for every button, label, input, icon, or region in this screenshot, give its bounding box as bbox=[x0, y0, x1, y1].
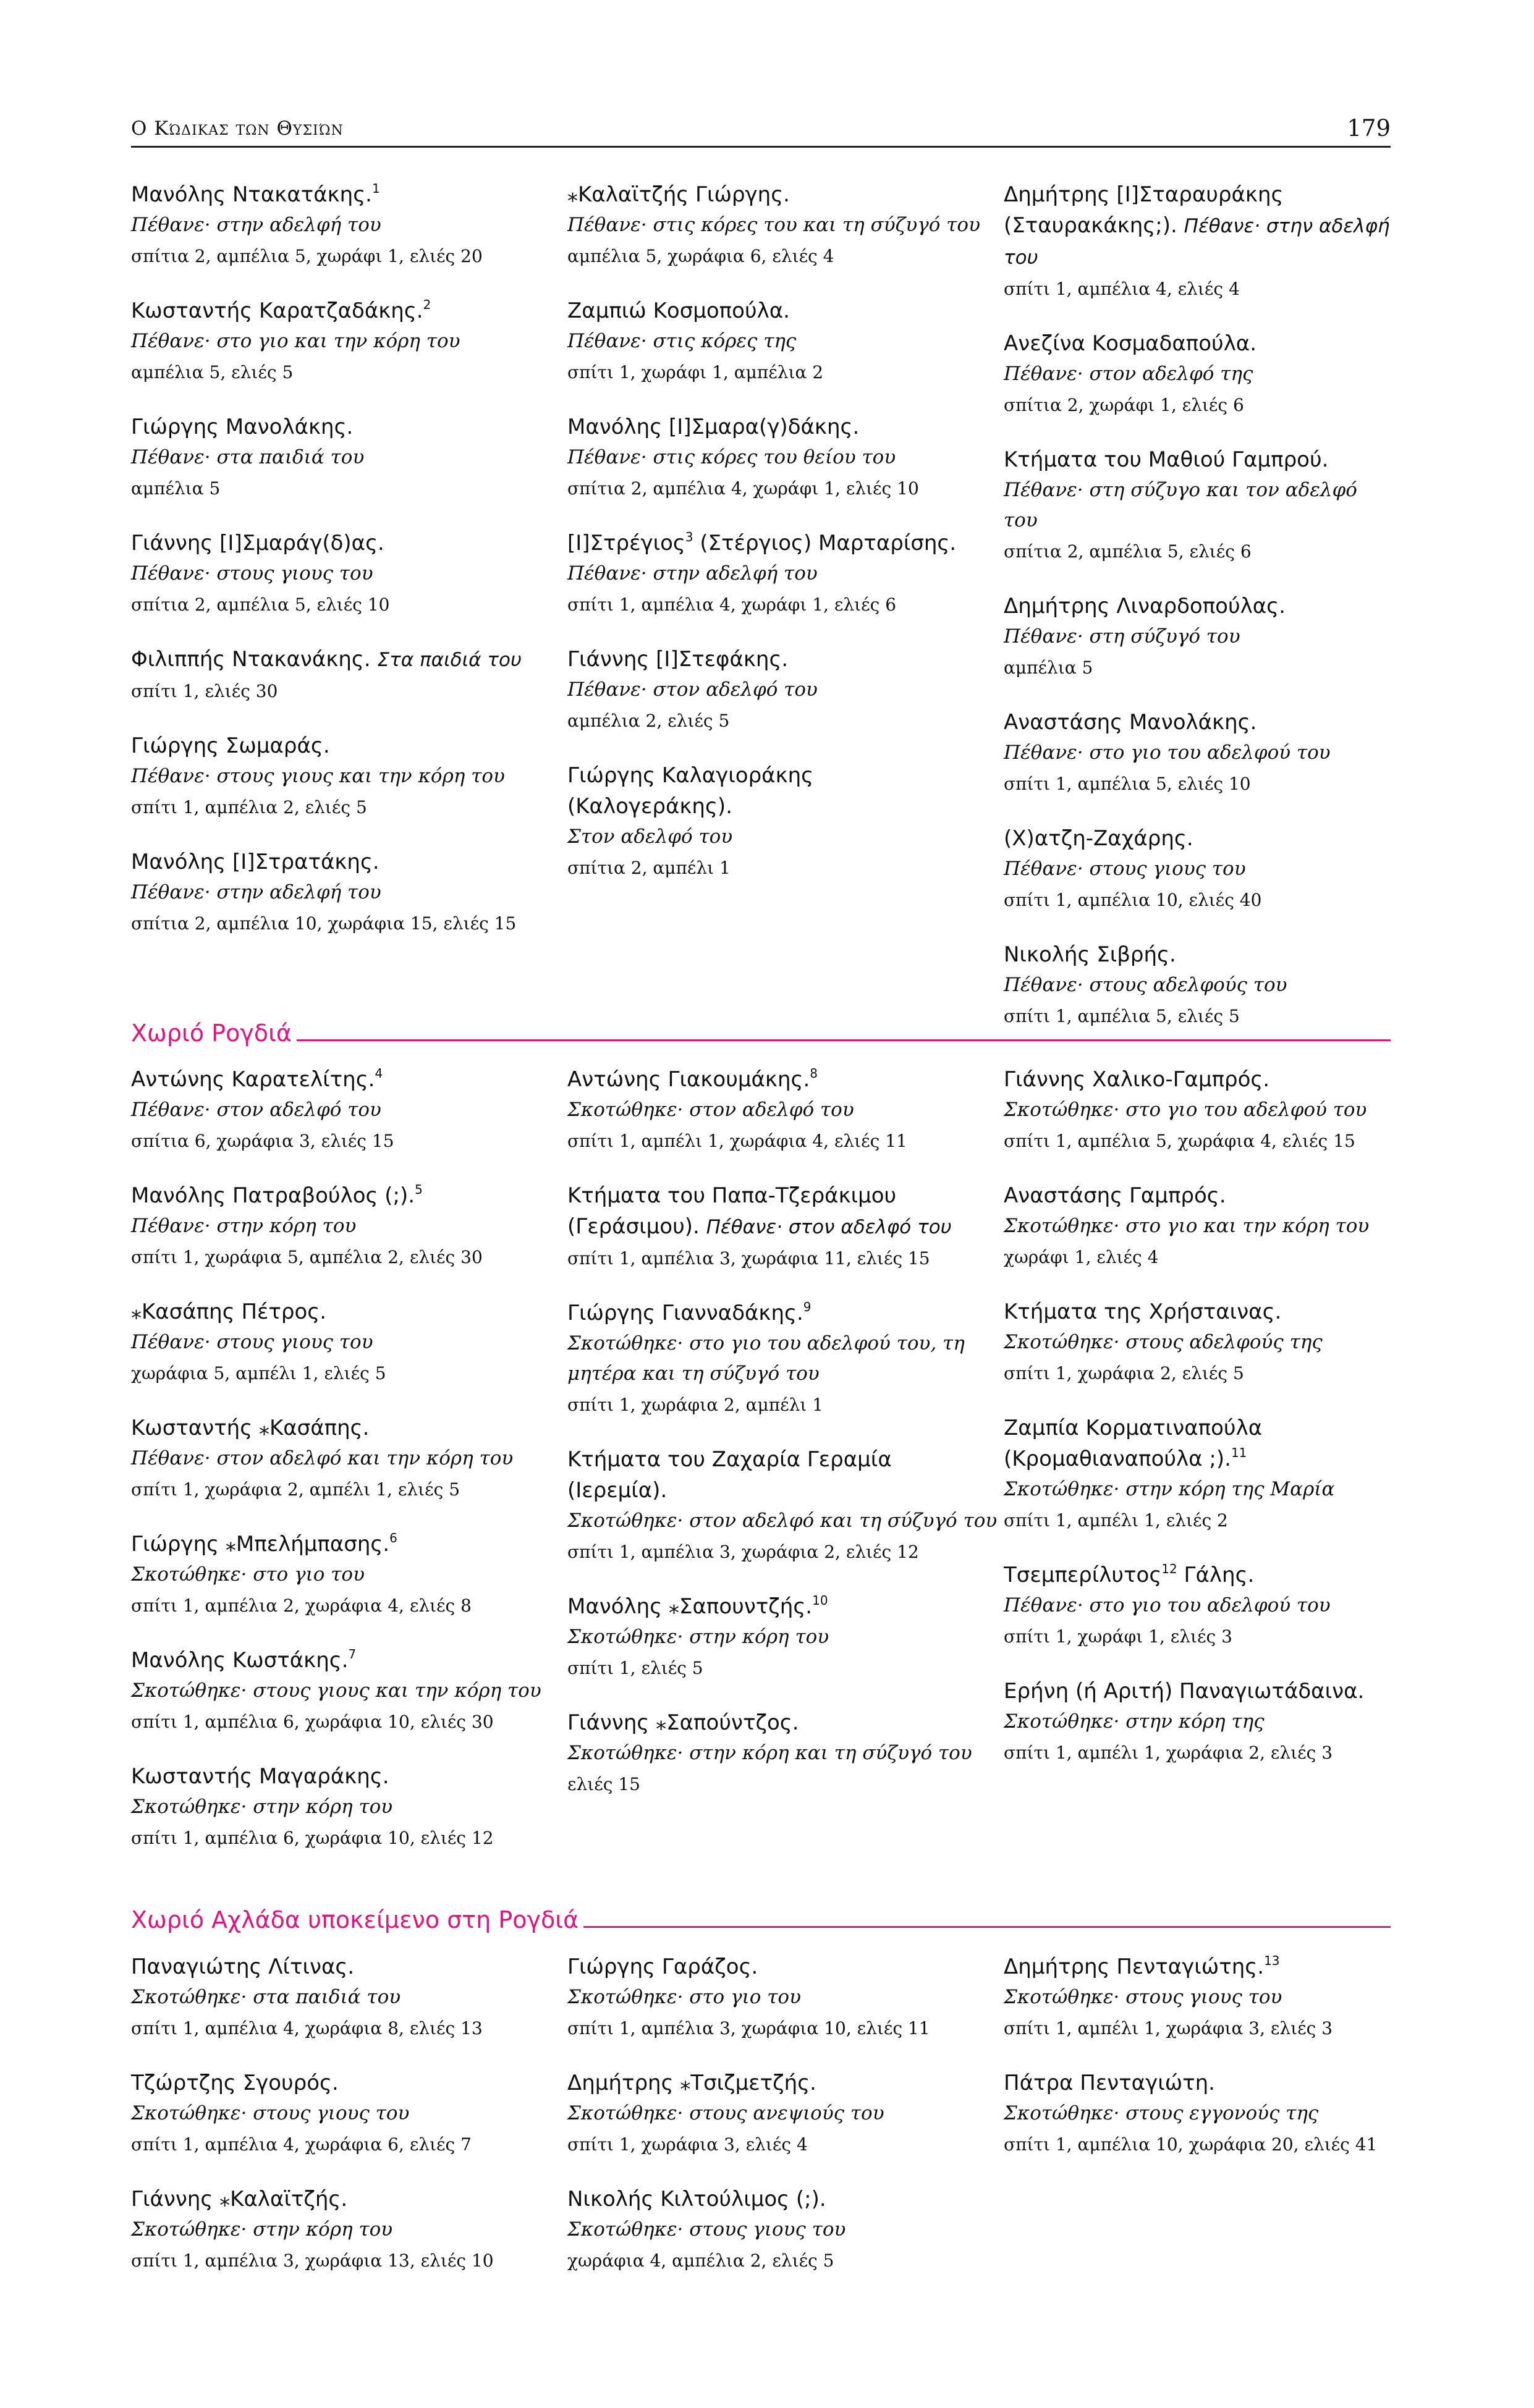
column bbox=[131, 1064, 567, 1877]
entry-name-text: (Ιερεμία). bbox=[567, 1478, 667, 1503]
entry-note: Πέθανε· στον αδελφό του bbox=[131, 1099, 381, 1121]
entry-note: Σκοτώθηκε· στο γιο και την κόρη του bbox=[1004, 1215, 1370, 1237]
entry-note: Σκοτώθηκε· στον αδελφό του bbox=[567, 1099, 854, 1121]
entry-name-text: Γιώργης Γιανναδάκης. bbox=[567, 1301, 803, 1325]
entry-note: Πέθανε· στην αδελφή του bbox=[567, 562, 818, 585]
entry-assets: σπίτι 1, αμπέλια 6, χωράφια 10, ελιές 12 bbox=[131, 1828, 494, 1848]
list-item bbox=[567, 179, 1004, 272]
entry-note: Σκοτώθηκε· στους γιους του bbox=[567, 2218, 846, 2241]
entry-name-line2 bbox=[567, 1475, 1004, 1506]
entry-name-text: Ζαμπιώ Κοσμοπούλα. bbox=[567, 298, 790, 323]
entry-assets: σπίτι 1, αμπέλια 6, χωράφια 10, ελιές 30 bbox=[131, 1712, 494, 1732]
entry-name bbox=[1004, 1560, 1391, 1591]
entry-name-text: Γιάννης [Ι]Σμαράγ(δ)ας. bbox=[131, 531, 384, 556]
entry-assets: σπίτι 1, αμπέλι 1, ελιές 2 bbox=[1004, 1510, 1228, 1531]
entry-name bbox=[1004, 939, 1391, 970]
entry-note: Πέθανε· στο γιο του αδελφού του bbox=[1004, 741, 1331, 764]
entry-assets: αμπέλια 2, ελιές 5 bbox=[567, 711, 730, 731]
footnote-ref: 7 bbox=[348, 1646, 357, 1662]
entry-name-text: Κωσταντής Μαγαράκης. bbox=[131, 1764, 389, 1789]
entry-name bbox=[131, 295, 567, 326]
entry-name-text: Μανόλης [Ι]Σμαρα(γ)δάκης. bbox=[567, 415, 860, 439]
entry-name bbox=[131, 1296, 567, 1327]
entry-assets: σπίτι 1, αμπέλια 5, χωράφια 4, ελιές 15 bbox=[1004, 1131, 1355, 1151]
entry-name-line2 bbox=[567, 1211, 1004, 1243]
entry-note: Πέθανε· στην κόρη του bbox=[131, 1215, 357, 1237]
entry-note: Πέθανε· στον αδελφό του bbox=[706, 1216, 952, 1238]
list-item bbox=[1004, 1413, 1391, 1536]
entry-assets: σπίτι 1, ελιές 30 bbox=[131, 681, 278, 701]
list-item bbox=[131, 2184, 567, 2276]
entry-name-text: (Σταυρακάκης;). bbox=[1004, 213, 1177, 238]
entry-note: Σκοτώθηκε· στην κόρη του bbox=[567, 1626, 829, 1648]
entry-name-line2 bbox=[1004, 1443, 1391, 1474]
entry-assets: σπίτι 1, χωράφια 2, αμπέλι 1, ελιές 5 bbox=[131, 1479, 460, 1500]
entry-name-text: (Χ)ατζη-Ζαχάρης. bbox=[1004, 826, 1193, 851]
entry-name-text: Φιλιππής Ντακανάκης. bbox=[131, 647, 371, 672]
entry-name bbox=[1004, 2068, 1391, 2098]
entry-name-text: Κτήματα του Ζαχαρία Γεραμία bbox=[567, 1447, 892, 1472]
entry-note: Πέθανε· στο γιο του αδελφού του bbox=[1004, 1594, 1331, 1616]
entry-assets: σπίτι 1, χωράφια 2, ελιές 5 bbox=[1004, 1363, 1244, 1384]
entry-assets: αμπέλια 5, ελιές 5 bbox=[131, 362, 294, 382]
entry-assets: σπίτι 1, αμπέλια 3, χωράφια 2, ελιές 12 bbox=[567, 1542, 919, 1562]
entry-assets: σπίτια 2, αμπέλια 5, ελιές 10 bbox=[131, 594, 390, 615]
list-item bbox=[567, 295, 1004, 388]
entry-note: Σκοτώθηκε· στους αδελφούς της bbox=[1004, 1331, 1323, 1353]
entry-name-text: Ανεζίνα Κοσμαδαπούλα. bbox=[1004, 331, 1257, 356]
entry-note: Σκοτώθηκε· στην κόρη του bbox=[131, 2218, 393, 2241]
entry-name bbox=[1004, 1180, 1391, 1211]
entry-note: Σκοτώθηκε· στους γιους του bbox=[131, 2102, 410, 2124]
entry-name-line2 bbox=[1004, 210, 1391, 273]
entry-name bbox=[1004, 179, 1391, 210]
entry-name-text: Νικολής Σιβρής. bbox=[1004, 942, 1176, 967]
entry-assets: σπίτι 1, ελιές 5 bbox=[567, 1658, 703, 1678]
entry-name bbox=[131, 2068, 567, 2098]
entry-assets: σπίτι 1, αμπέλια 4, χωράφι 1, ελιές 6 bbox=[567, 594, 897, 615]
list-item bbox=[131, 1761, 567, 1854]
entry-assets: σπίτια 2, αμπέλια 10, χωράφια 15, ελιές 15 bbox=[131, 913, 517, 934]
entry-assets: σπίτι 1, χωράφια 5, αμπέλια 2, ελιές 30 bbox=[131, 1247, 483, 1267]
footnote-ref: 13 bbox=[1264, 1953, 1280, 1968]
list-item bbox=[567, 528, 1004, 620]
list-item bbox=[567, 760, 1004, 884]
entry-assets: ελιές 15 bbox=[567, 1774, 640, 1794]
entry-name bbox=[567, 760, 1004, 791]
entry-name-text: Πάτρα Πενταγιώτη. bbox=[1004, 2071, 1215, 2095]
entry-name bbox=[131, 1951, 567, 1982]
list-item bbox=[131, 528, 567, 620]
entry-assets: αμπέλια 5 bbox=[1004, 657, 1093, 678]
entry-assets: σπίτια 2, αμπέλια 5, ελιές 6 bbox=[1004, 541, 1252, 562]
section-untitled bbox=[131, 179, 1391, 1055]
entry-assets: σπίτια 6, χωράφια 3, ελιές 15 bbox=[131, 1131, 394, 1151]
list-item bbox=[131, 1529, 567, 1621]
list-item bbox=[567, 1180, 1004, 1274]
entry-name-text: Τσεμπερίλυτος bbox=[1004, 1563, 1162, 1587]
entry-note: Στα παιδιά του bbox=[377, 649, 522, 671]
section-title: Χωριό Ρογδιά bbox=[131, 1020, 297, 1047]
footnote-ref: 11 bbox=[1231, 1445, 1247, 1460]
entry-name-tail: Γάλης. bbox=[1177, 1563, 1255, 1587]
entry-name-tail: (Στέργιος) Μαρταρίσης. bbox=[693, 531, 957, 556]
entry-note: Σκοτώθηκε· στο γιο του αδελφού του bbox=[1004, 1099, 1367, 1121]
entry-name bbox=[131, 1645, 567, 1676]
footnote-ref: 10 bbox=[812, 1592, 828, 1608]
entry-assets: σπίτι 1, αμπέλι 1, χωράφια 4, ελιές 11 bbox=[567, 1131, 907, 1151]
list-item bbox=[1004, 179, 1391, 305]
entry-name-text: Αναστάσης Μανολάκης. bbox=[1004, 710, 1257, 735]
entry-note: Σκοτώθηκε· στα παιδιά του bbox=[131, 1986, 401, 2008]
entry-note: Πέθανε· στον αδελφό και την κόρη του bbox=[131, 1447, 514, 1469]
entry-name-text: (Γεράσιμου). bbox=[567, 1214, 700, 1239]
entry-name bbox=[1004, 707, 1391, 738]
entry-assets: σπίτι 1, αμπέλια 3, χωράφια 10, ελιές 11 bbox=[567, 2018, 930, 2038]
entry-name-text: (Κρομαθιαναπούλα ;). bbox=[1004, 1447, 1231, 1471]
entry-name bbox=[1004, 328, 1391, 359]
entry-name bbox=[1004, 823, 1391, 854]
entry-note: Πέθανε· στον αδελφό του bbox=[567, 678, 818, 701]
entry-name bbox=[131, 730, 567, 761]
list-item bbox=[567, 1707, 1004, 1800]
entry-name-text: ⁎Καλαϊτζής Γιώργης. bbox=[567, 182, 790, 207]
entry-note: Σκοτώθηκε· στους γιους και την κόρη του bbox=[131, 1679, 541, 1702]
entry-name bbox=[1004, 1951, 1391, 1982]
entry-name-text: Γιώργης ⁎Μπελήμπασης. bbox=[131, 1532, 390, 1557]
entry-assets: σπίτι 1, αμπέλια 3, χωράφια 11, ελιές 15 bbox=[567, 1248, 930, 1269]
section-heading-rogdia bbox=[131, 1020, 1391, 1054]
entry-assets: σπίτι 1, αμπέλι 1, χωράφια 3, ελιές 3 bbox=[1004, 2018, 1333, 2038]
entry-name bbox=[131, 179, 567, 210]
footnote-ref: 9 bbox=[803, 1299, 811, 1314]
list-item bbox=[567, 1298, 1004, 1421]
entry-note: Πέθανε· στη σύζυγό του bbox=[1004, 625, 1240, 648]
entry-note: Σκοτώθηκε· στους ανεψιούς του bbox=[567, 2102, 884, 2124]
list-item bbox=[1004, 1180, 1391, 1273]
entry-name bbox=[1004, 591, 1391, 622]
entry-name bbox=[1004, 444, 1391, 475]
section-rogdia bbox=[131, 1064, 1391, 1877]
entry-name bbox=[567, 1444, 1004, 1475]
entry-note: Πέθανε· στο γιο και την κόρη του bbox=[131, 330, 460, 352]
entry-note: Πέθανε· στους γιους του bbox=[131, 562, 373, 585]
list-item bbox=[131, 1180, 567, 1273]
list-item bbox=[1004, 1951, 1391, 2044]
entry-assets: σπίτι 1, χωράφια 2, αμπέλι 1 bbox=[567, 1395, 824, 1415]
entry-name bbox=[567, 1591, 1004, 1622]
entry-name-text: (Καλογεράκης). bbox=[567, 794, 733, 819]
running-title: Ο Κώδικας των Θυσιών bbox=[131, 117, 344, 140]
entry-name-text: Μανόλης Κωστάκης. bbox=[131, 1648, 349, 1673]
footnote-ref: 1 bbox=[371, 180, 380, 196]
entry-name bbox=[1004, 1676, 1391, 1707]
entry-name-text: Κωσταντής ⁎Κασάπης. bbox=[131, 1416, 370, 1440]
entry-note: Σκοτώθηκε· στους εγγονούς της bbox=[1004, 2102, 1319, 2124]
entry-assets: χωράφια 4, αμπέλια 2, ελιές 5 bbox=[567, 2250, 834, 2271]
page-number: 179 bbox=[1347, 115, 1391, 142]
entry-note: Σκοτώθηκε· στο γιο του bbox=[567, 1986, 801, 2008]
running-head bbox=[131, 116, 1391, 148]
list-item bbox=[131, 1951, 567, 2044]
entry-assets: σπίτια 2, αμπέλια 4, χωράφι 1, ελιές 10 bbox=[567, 478, 919, 499]
section-title: Χωριό Αχλάδα υποκείμενο στη Ρογδιά bbox=[131, 1906, 583, 1933]
list-item bbox=[131, 179, 567, 272]
entry-note: Στον αδελφό του bbox=[567, 826, 733, 848]
section-achlada bbox=[131, 1951, 1391, 2300]
entry-name-text: Μανόλης Πατραβούλος (;). bbox=[131, 1183, 415, 1208]
entry-name bbox=[567, 644, 1004, 675]
footnote-ref: 5 bbox=[415, 1181, 423, 1197]
column bbox=[131, 179, 567, 1055]
list-item bbox=[567, 1951, 1004, 2044]
list-item bbox=[1004, 328, 1391, 421]
entry-assets: σπίτι 1, αμπέλια 5, ελιές 10 bbox=[1004, 774, 1251, 794]
list-item bbox=[1004, 1676, 1391, 1768]
footnote-ref: 3 bbox=[685, 529, 693, 544]
footnote-ref: 6 bbox=[389, 1530, 397, 1545]
entry-name-line2 bbox=[567, 791, 1004, 822]
entry-name-text: Αντώνης Καρατελίτης. bbox=[131, 1067, 375, 1092]
list-item bbox=[1004, 1064, 1391, 1157]
entry-name bbox=[131, 1413, 567, 1443]
entry-note: Σκοτώθηκε· στην κόρη της bbox=[1004, 1710, 1265, 1733]
entry-note: Πέθανε· στους γιους του bbox=[1004, 858, 1246, 880]
entry-name bbox=[1004, 1064, 1391, 1095]
footnote-ref: 12 bbox=[1161, 1561, 1177, 1576]
list-item bbox=[567, 1064, 1004, 1157]
entry-name bbox=[567, 1707, 1004, 1738]
entry-name-text: Ζαμπία Κορματιναπούλα bbox=[1004, 1416, 1263, 1440]
entry-name-text: Ερήνη (ή Αριτή) Παναγιωτάδαινα. bbox=[1004, 1679, 1365, 1704]
footnote-ref: 8 bbox=[810, 1065, 818, 1081]
entry-assets: σπίτι 1, αμπέλια 4, χωράφια 6, ελιές 7 bbox=[131, 2134, 472, 2155]
entry-name-text: Μανόλης ⁎Σαπουντζής. bbox=[567, 1594, 813, 1619]
section-rule bbox=[131, 1039, 1391, 1041]
entry-note: Πέθανε· στη σύζυγο και τον αδελφό του bbox=[1004, 479, 1357, 531]
entry-note: Πέθανε· στις κόρες της bbox=[567, 330, 797, 352]
footnote-ref: 2 bbox=[423, 297, 431, 312]
entry-name bbox=[131, 528, 567, 559]
entry-assets: σπίτι 1, αμπέλια 5, ελιές 5 bbox=[1004, 1006, 1240, 1026]
column bbox=[1004, 179, 1391, 1055]
list-item bbox=[131, 412, 567, 504]
entry-note: Σκοτώθηκε· στους γιους του bbox=[1004, 1986, 1282, 2008]
entry-note: Πέθανε· στην αδελφή του bbox=[131, 214, 381, 236]
entry-name-text: Δημήτρης ⁎Τσιζμετζής. bbox=[567, 2071, 816, 2095]
list-item bbox=[131, 295, 567, 388]
entry-assets: σπίτια 2, αμπέλια 5, χωράφι 1, ελιές 20 bbox=[131, 246, 483, 266]
entry-name bbox=[567, 412, 1004, 442]
entry-name-text: Δημήτρης [Ι]Σταραυράκης bbox=[1004, 182, 1284, 207]
entry-note: Σκοτώθηκε· στο γιο του αδελφού του, τη bbox=[567, 1332, 965, 1354]
list-item bbox=[567, 2184, 1004, 2276]
list-item bbox=[1004, 939, 1391, 1032]
entry-name bbox=[131, 644, 567, 675]
entry-name bbox=[1004, 1296, 1391, 1327]
entry-assets: σπίτι 1, αμπέλια 3, χωράφια 13, ελιές 10 bbox=[131, 2250, 494, 2271]
entry-note: Σκοτώθηκε· στην κόρη της Μαρία bbox=[1004, 1478, 1335, 1500]
entry-assets: αμπέλια 5, χωράφια 6, ελιές 4 bbox=[567, 246, 834, 266]
list-item bbox=[131, 847, 567, 939]
entry-name bbox=[567, 1951, 1004, 1982]
list-item bbox=[567, 2068, 1004, 2160]
list-item bbox=[131, 1296, 567, 1389]
entry-assets: σπίτια 2, χωράφι 1, ελιές 6 bbox=[1004, 395, 1244, 415]
entry-name-text: Κτήματα του Παπα-Τζεράκιμου bbox=[567, 1183, 897, 1208]
entry-name-text: Γιώργης Καλαγιοράκης bbox=[567, 763, 814, 788]
entry-name-text: Κωσταντής Καρατζαδάκης. bbox=[131, 298, 423, 323]
entry-name-text: ⁎Κασάπης Πέτρος. bbox=[131, 1299, 327, 1324]
column bbox=[567, 1064, 1004, 1877]
entry-name-text: Γιώργης Γαράζος. bbox=[567, 1954, 758, 1979]
column bbox=[567, 179, 1004, 1055]
entry-assets: αμπέλια 5 bbox=[131, 478, 221, 499]
entry-note: Πέθανε· στην αδελφή του bbox=[1004, 215, 1390, 269]
entry-assets: σπίτι 1, αμπέλι 1, χωράφια 2, ελιές 3 bbox=[1004, 1743, 1333, 1763]
entry-name bbox=[131, 1064, 567, 1095]
entry-name bbox=[131, 1529, 567, 1560]
column bbox=[1004, 1064, 1391, 1877]
list-item bbox=[131, 644, 567, 707]
entry-name-text: Δημήτρης Λιναρδοπούλας. bbox=[1004, 594, 1286, 619]
list-item bbox=[131, 1064, 567, 1157]
footnote-ref: 4 bbox=[375, 1065, 383, 1081]
list-item bbox=[567, 644, 1004, 737]
list-item bbox=[567, 412, 1004, 504]
entry-assets: σπίτι 1, αμπέλια 2, χωράφια 4, ελιές 8 bbox=[131, 1595, 472, 1616]
entry-note: Πέθανε· στους γιους του bbox=[131, 1331, 373, 1353]
entry-assets: σπίτι 1, αμπέλια 4, χωράφια 8, ελιές 13 bbox=[131, 2018, 483, 2038]
entry-note: Πέθανε· στους αδελφούς του bbox=[1004, 974, 1287, 996]
entry-name bbox=[567, 2184, 1004, 2215]
column bbox=[131, 1951, 567, 2300]
list-item bbox=[1004, 444, 1391, 567]
entry-name bbox=[567, 528, 1004, 559]
entry-name-text: Μανόλης Ντακατάκης. bbox=[131, 182, 372, 207]
list-item bbox=[1004, 1560, 1391, 1652]
entry-name-text: Αναστάσης Γαμπρός. bbox=[1004, 1183, 1226, 1208]
entry-assets: σπίτι 1, αμπέλια 4, ελιές 4 bbox=[1004, 279, 1240, 299]
entry-name-text: Γιάννης ⁎Σαπούντζος. bbox=[567, 1710, 799, 1735]
entry-name-text: Μανόλης [Ι]Στρατάκης. bbox=[131, 850, 379, 874]
entry-name bbox=[131, 1761, 567, 1792]
entry-note: Σκοτώθηκε· στην κόρη του bbox=[131, 1796, 393, 1818]
entry-name bbox=[1004, 1413, 1391, 1443]
entry-name-text: Τζώρτζης Σγουρός. bbox=[131, 2071, 339, 2095]
entry-note: Σκοτώθηκε· στο γιο του bbox=[131, 1563, 365, 1586]
entry-name-text: Γιώργης Μανολάκης. bbox=[131, 415, 354, 439]
entry-assets: σπίτι 1, χωράφι 1, αμπέλια 2 bbox=[567, 362, 824, 382]
entry-name-text: Παναγιώτης Λίτινας. bbox=[131, 1954, 355, 1979]
entry-note: Πέθανε· στους γιους και την κόρη του bbox=[131, 765, 505, 787]
entry-note-cont: μητέρα και τη σύζυγό του bbox=[567, 1362, 820, 1385]
entry-assets: σπίτι 1, αμπέλια 2, ελιές 5 bbox=[131, 797, 367, 817]
list-item bbox=[131, 1413, 567, 1505]
list-item bbox=[1004, 1296, 1391, 1389]
entry-note: Πέθανε· στην αδελφή του bbox=[131, 881, 381, 903]
entry-assets: σπίτι 1, χωράφια 3, ελιές 4 bbox=[567, 2134, 808, 2155]
entry-name-text: Κτήματα του Μαθιού Γαμπρού. bbox=[1004, 447, 1329, 472]
entry-assets: σπίτι 1, αμπέλια 10, χωράφια 20, ελιές 41 bbox=[1004, 2134, 1378, 2155]
entry-name bbox=[567, 295, 1004, 326]
entry-name bbox=[567, 179, 1004, 210]
entry-name-text: Γιάννης [Ι]Στεφάκης. bbox=[567, 647, 789, 672]
list-item bbox=[1004, 591, 1391, 683]
entry-name bbox=[131, 2184, 567, 2215]
list-item bbox=[131, 1645, 567, 1738]
entry-name-text: Νικολής Κιλτούλιμος (;). bbox=[567, 2187, 826, 2212]
entry-name bbox=[131, 412, 567, 442]
list-item bbox=[567, 1591, 1004, 1684]
list-item bbox=[131, 2068, 567, 2160]
entry-name bbox=[131, 847, 567, 877]
section-heading-achlada bbox=[131, 1906, 1391, 1941]
list-item bbox=[567, 1444, 1004, 1568]
entry-name-text: Αντώνης Γιακουμάκης. bbox=[567, 1067, 810, 1092]
entry-note: Πέθανε· στις κόρες του και τη σύζυγό του bbox=[567, 214, 980, 236]
column bbox=[1004, 1951, 1391, 2300]
entry-assets: χωράφι 1, ελιές 4 bbox=[1004, 1247, 1159, 1267]
entry-name-text: Δημήτρης Πενταγιώτης. bbox=[1004, 1954, 1265, 1979]
entry-assets: σπίτια 2, αμπέλι 1 bbox=[567, 858, 731, 878]
entry-name-text: [Ι]Στρέγιος bbox=[567, 531, 685, 556]
entry-name-text: Γιάννης Χαλικο-Γαμπρός. bbox=[1004, 1067, 1270, 1092]
list-item bbox=[131, 730, 567, 823]
entry-name-text: Γιώργης Σωμαράς. bbox=[131, 733, 330, 758]
list-item bbox=[1004, 823, 1391, 916]
entry-name bbox=[567, 1180, 1004, 1211]
entry-name bbox=[567, 1298, 1004, 1329]
list-item bbox=[1004, 707, 1391, 800]
entry-name-text: Γιάννης ⁎Καλαϊτζής. bbox=[131, 2187, 348, 2212]
entry-note: Σκοτώθηκε· στην κόρη και τη σύζυγό του bbox=[567, 1742, 972, 1764]
entry-note: Πέθανε· στον αδελφό της bbox=[1004, 363, 1253, 385]
entry-name-text: Κτήματα της Χρήσταινας. bbox=[1004, 1299, 1282, 1324]
entry-name bbox=[567, 1064, 1004, 1095]
entry-name bbox=[567, 2068, 1004, 2098]
entry-note: Πέθανε· στις κόρες του θείου του bbox=[567, 446, 896, 468]
entry-assets: χωράφια 5, αμπέλι 1, ελιές 5 bbox=[131, 1363, 386, 1384]
list-item bbox=[1004, 2068, 1391, 2160]
column bbox=[567, 1951, 1004, 2300]
entry-name bbox=[131, 1180, 567, 1211]
entry-note: Πέθανε· στα παιδιά του bbox=[131, 446, 365, 468]
entry-note: Σκοτώθηκε· στον αδελφό και τη σύζυγό του bbox=[567, 1510, 998, 1532]
entry-assets: σπίτι 1, αμπέλια 10, ελιές 40 bbox=[1004, 890, 1262, 910]
entry-assets: σπίτι 1, χωράφι 1, ελιές 3 bbox=[1004, 1626, 1232, 1647]
